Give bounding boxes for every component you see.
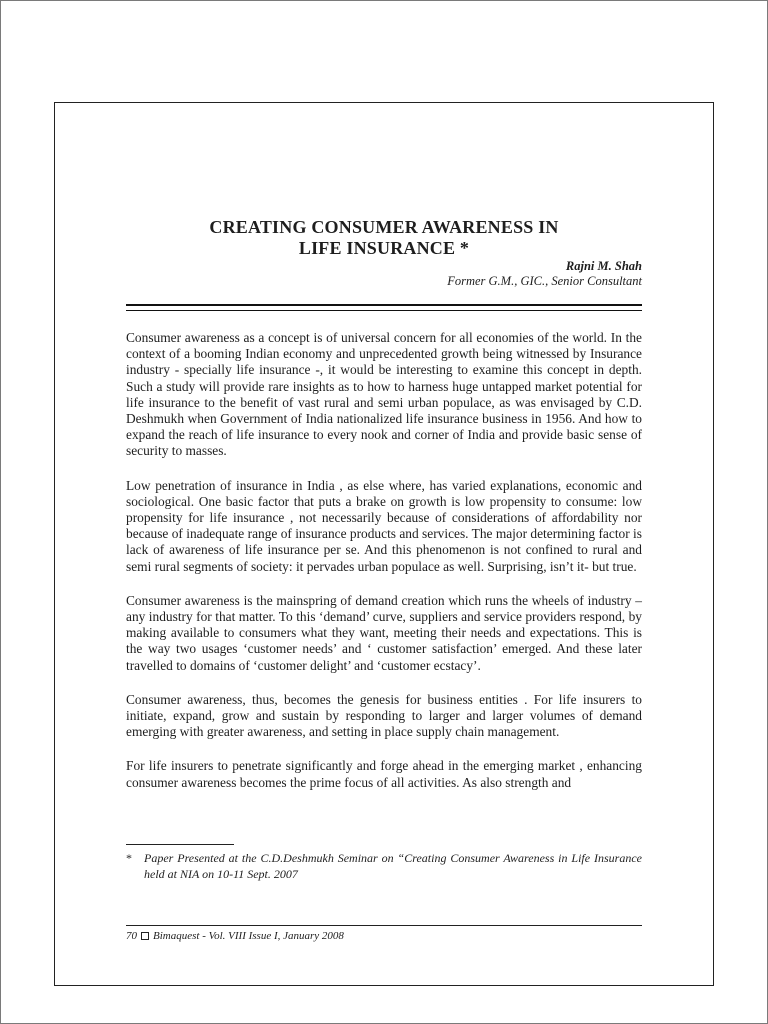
article-title-line-1: CREATING CONSUMER AWARENESS IN (209, 217, 559, 237)
page-footer (126, 930, 344, 942)
article-body (126, 330, 642, 809)
article-title-line-2: LIFE INSURANCE * (298, 238, 470, 258)
header-rule-thin (126, 310, 642, 311)
page-number: 70 (126, 930, 137, 942)
footnote-mark: * (126, 851, 132, 865)
footnote (126, 850, 642, 882)
journal-citation: Bimaquest - Vol. VIII Issue I, January 2008 (153, 930, 344, 942)
header-rule-thick (126, 304, 642, 306)
footer-rule (126, 925, 642, 926)
body-paragraph-3: Consumer awareness is the mainspring of demand creation which runs the wheels of industry – any industry for that matter. To this ‘demand’ curve, suppliers and service providers respond, by making available to consumers what they want, meeting their needs and expectations. This is the way two usages ‘customer needs’ and ‘ customer satisfaction’ emerged. And these later travelled to domains of ‘customer delight’ and ‘customer ecstacy’. (126, 592, 642, 673)
author-affiliation: Former G.M., GIC., Senior Consultant (447, 274, 642, 288)
body-paragraph-2: Low penetration of insurance in India , as else where, has varied explanations, economic and sociological. One basic factor that puts a brake on growth is low propensity to consume: low propensity for life insurance , not necessarily because of considerations of affordability nor because of inadequate range of insurance products and services. The major determining factor is lack of awareness of life insurance per se. And this phenomenon is not confined to rural and semi rural segments of society: it pervades urban populace as well. Surprising, isn’t it- but true. (126, 477, 642, 574)
body-paragraph-1: Consumer awareness as a concept is of universal concern for all economies of the world. In the context of a booming Indian economy and unprecedented growth being witnessed by Insurance industry - specially life insurance -, it would be interesting to examine this concept in depth. Such a study will provide rare insights as to how to harness huge untapped market potential for life insurance to the benefit of vast rural and semi urban populace, as was envisaged by C.D. Deshmukh when Government of India nationalized life insurance business in 1956. And how to expand the reach of life insurance to every nook and corner of India and provide basic sense of security to masses. (126, 330, 642, 459)
box-bullet-icon (141, 932, 149, 940)
body-paragraph-4: Consumer awareness, thus, becomes the genesis for business entities . For life insurers to initiate, expand, grow and sustain by responding to larger and larger volumes of demand emerging with greater awareness, and setting in place supply chain management. (126, 691, 642, 740)
author-name: Rajni M. Shah (565, 259, 642, 273)
body-paragraph-5: For life insurers to penetrate significantly and forge ahead in the emerging market , enhancing consumer awareness becomes the prime focus of all activities. As also strength and (126, 758, 642, 790)
footnote-text: Paper Presented at the C.D.Deshmukh Seminar on “Creating Consumer Awareness in Life Insurance held at NIA on 10-11 Sept. 2007 (144, 851, 642, 881)
footnote-rule (126, 844, 234, 845)
